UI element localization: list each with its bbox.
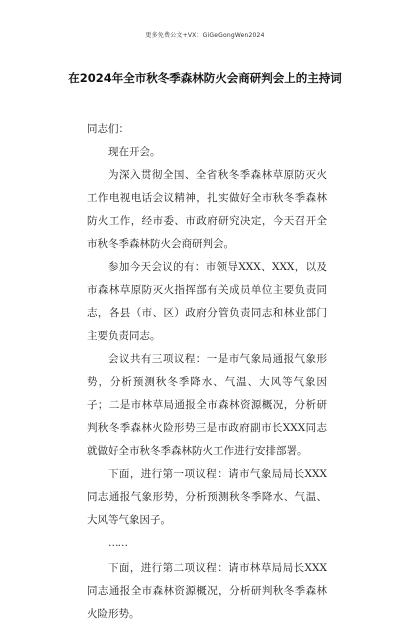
paragraph-agenda-item-2: 下面，进行第二项议程：请市林草局局长XXX同志通报全市森林资源概况，分析研判秋冬季森林火险形势。 — [87, 562, 327, 620]
document-title: 在2024年全市秋冬季森林防火会商研判会上的主持词 — [68, 71, 342, 85]
paragraph-ellipsis: …… — [108, 537, 127, 549]
document-body — [87, 118, 327, 626]
salutation: 同志们： — [87, 123, 129, 135]
paragraph-agenda-item-1: 下面，进行第一项议程：请市气象局局长XXX同志通报气象形势，分析预测秋冬季降水、气温、大风等气象因子。 — [87, 468, 327, 526]
paragraph-opening: 现在开会。 — [108, 146, 161, 158]
paragraph-purpose: 为深入贯彻全国、全省秋冬季森林草原防灭火工作电视电话会议精神，扎实做好全市秋冬季森林防火工作，经市委、市政府研究决定，今天召开全市秋冬季森林防火会商研判会。 — [87, 169, 327, 250]
paragraph-attendees: 参加今天会议的有：市领导XXX、XXX，以及市森林草原防灭火指挥部有关成员单位主要负责同志，各县（市、区）政府分管负责同志和林业部门主要负责同志。 — [87, 261, 327, 342]
header-note: 更多免费公文+VX：GiGeGongWen2024 — [145, 32, 265, 39]
paragraph-agenda: 会议共有三项议程：一是市气象局通报气象形势，分析预测秋冬季降水、气温、大风等气象因子；二是市林草局通报全市森林资源概况，分析研判秋冬季森林火险形势三是市政府副市长XXX同志就做好全市秋冬季森林防火工作进行安排部署。 — [87, 353, 327, 457]
